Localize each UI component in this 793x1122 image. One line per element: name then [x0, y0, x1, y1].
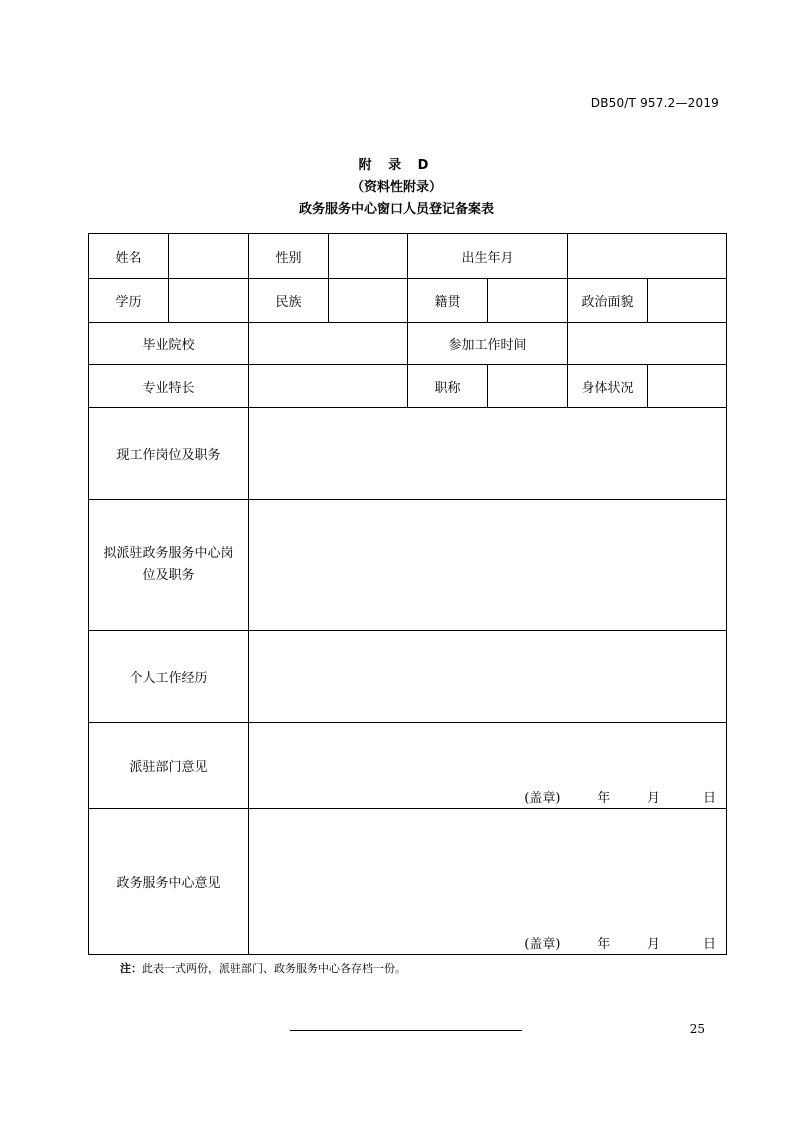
table-note — [120, 960, 406, 976]
education-field[interactable] — [169, 279, 249, 323]
experience-field[interactable] — [249, 631, 727, 723]
health-label: 身体状况 — [568, 365, 648, 408]
appendix-title: 附 录 D — [358, 158, 435, 173]
table-row — [89, 723, 727, 809]
title-field[interactable] — [488, 365, 568, 408]
current-post-field[interactable] — [249, 408, 727, 500]
hometown-field[interactable] — [488, 279, 568, 323]
planned-post-field[interactable] — [249, 500, 727, 631]
table-row — [89, 323, 727, 365]
table-row — [89, 500, 727, 631]
political-label: 政治面貌 — [568, 279, 648, 323]
form-title: 政务服务中心窗口人员登记备案表 — [298, 202, 494, 217]
school-field[interactable] — [249, 323, 408, 365]
current-post-label: 现工作岗位及职务 — [89, 408, 249, 500]
page-number: 25 — [689, 1022, 705, 1036]
year-label: 年 — [597, 937, 611, 952]
table-row — [89, 809, 727, 955]
dept-opinion-field[interactable] — [249, 723, 727, 809]
month-label: 月 — [647, 791, 661, 806]
footer-divider — [290, 1030, 522, 1031]
birth-label: 出生年月 — [408, 234, 568, 279]
table-row — [89, 408, 727, 500]
title-label: 职称 — [408, 365, 488, 408]
center-opinion-label: 政务服务中心意见 — [89, 809, 249, 955]
table-row — [89, 279, 727, 323]
note-text: 此表一式两份，派驻部门、政务服务中心各存档一份。 — [142, 962, 406, 975]
seal-label: (盖章) — [524, 791, 561, 806]
table-row — [89, 365, 727, 408]
planned-post-label — [89, 500, 249, 631]
work-start-label: 参加工作时间 — [408, 323, 568, 365]
experience-label: 个人工作经历 — [89, 631, 249, 723]
name-label: 姓名 — [89, 234, 169, 279]
day-label: 日 — [703, 791, 717, 806]
political-field[interactable] — [648, 279, 727, 323]
month-label: 月 — [647, 937, 661, 952]
dept-opinion-label: 派驻部门意见 — [89, 723, 249, 809]
dept-signature-line — [524, 787, 716, 806]
appendix-type: （资料性附录） — [350, 180, 442, 195]
table-row — [89, 631, 727, 723]
education-label: 学历 — [89, 279, 169, 323]
gender-field[interactable] — [329, 234, 408, 279]
planned-post-label-line2: 位及职务 — [142, 568, 195, 583]
registration-form-table — [88, 233, 727, 955]
center-opinion-field[interactable] — [249, 809, 727, 955]
specialty-label: 专业特长 — [89, 365, 249, 408]
table-row — [89, 234, 727, 279]
standard-code: DB50/T 957.2—2019 — [590, 96, 719, 110]
ethnicity-label: 民族 — [249, 279, 329, 323]
note-label: 注： — [120, 962, 142, 975]
year-label: 年 — [597, 791, 611, 806]
day-label: 日 — [703, 937, 717, 952]
hometown-label: 籍贯 — [408, 279, 488, 323]
health-field[interactable] — [648, 365, 727, 408]
specialty-field[interactable] — [249, 365, 408, 408]
work-start-field[interactable] — [568, 323, 727, 365]
center-signature-line — [524, 933, 716, 952]
planned-post-label-line1: 拟派驻政务服务中心岗 — [103, 546, 234, 561]
school-label: 毕业院校 — [89, 323, 249, 365]
gender-label: 性别 — [249, 234, 329, 279]
ethnicity-field[interactable] — [329, 279, 408, 323]
birth-field[interactable] — [568, 234, 727, 279]
name-field[interactable] — [169, 234, 249, 279]
seal-label: (盖章) — [524, 937, 561, 952]
